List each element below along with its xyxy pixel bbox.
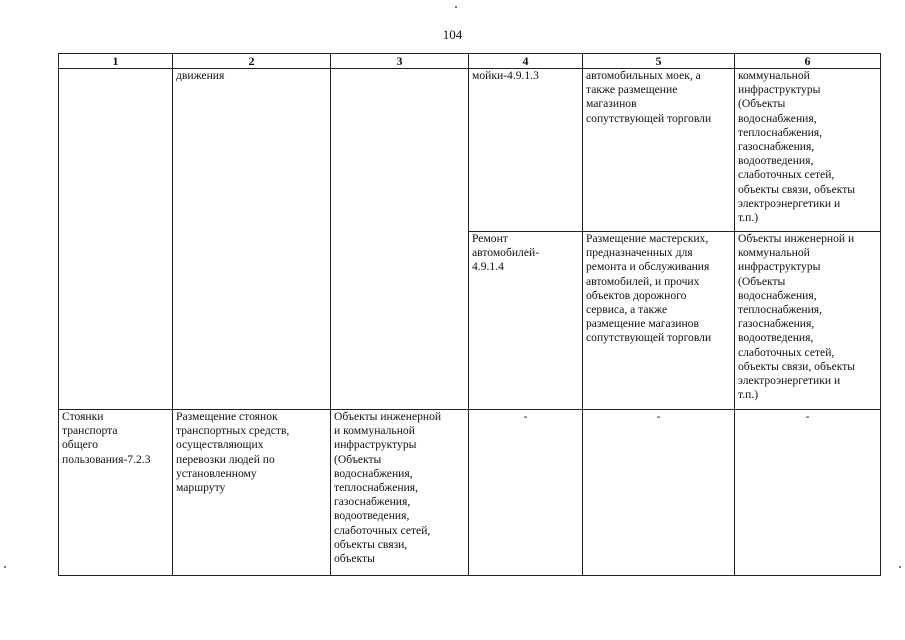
column-header: 6 xyxy=(735,54,881,69)
table-cell: - xyxy=(469,410,583,576)
table-cell: коммунальной инфраструктуры (Объекты водоснабжения, теплоснабжения, газоснабжения, водоотведения, слаботочных сетей, объекты связи, объекты электроэнергетики и т.п.) xyxy=(735,69,881,232)
header-row xyxy=(59,54,881,69)
table-cell: мойки-4.9.1.3 xyxy=(469,69,583,232)
table-cell: Размещение мастерских, предназначенных для ремонта и обслуживания автомобилей, и прочих объектов дорожного сервиса, а также размещение магазинов сопутствующей торговли xyxy=(583,232,735,410)
table-cell: - xyxy=(735,410,881,576)
table-cell: движения xyxy=(173,69,331,410)
table-row xyxy=(59,410,881,576)
column-header: 4 xyxy=(469,54,583,69)
table-cell: - xyxy=(583,410,735,576)
table-cell: автомобильных моек, а также размещение магазинов сопутствующей торговли xyxy=(583,69,735,232)
zoning-table xyxy=(58,53,881,576)
page-number: 104 xyxy=(442,27,463,42)
table-cell: Стоянки транспорта общего пользования-7.2.3 xyxy=(59,410,173,576)
table-cell: Объекты инженерной и коммунальной инфраструктуры (Объекты водоснабжения, теплоснабжения, газоснабжения, водоотведения, слаботочных сетей, объекты связи, объекты электроэнергетики и т.п.) xyxy=(735,232,881,410)
scan-speck xyxy=(4,566,6,568)
column-header: 1 xyxy=(59,54,173,69)
scan-speck xyxy=(899,566,901,568)
table-cell xyxy=(59,69,173,410)
table-cell xyxy=(331,69,469,410)
table-cell: Ремонт автомобилей- 4.9.1.4 xyxy=(469,232,583,410)
table-cell: Объекты инженерной и коммунальной инфраструктуры (Объекты водоснабжения, теплоснабжения, газоснабжения, водоотведения, слаботочных сетей, объекты связи, объекты xyxy=(331,410,469,576)
table-row xyxy=(59,69,881,232)
column-header: 2 xyxy=(173,54,331,69)
scan-speck xyxy=(455,6,457,8)
column-header: 3 xyxy=(331,54,469,69)
table-cell: Размещение стоянок транспортных средств, осуществляющих перевозки людей по установленному маршруту xyxy=(173,410,331,576)
column-header: 5 xyxy=(583,54,735,69)
